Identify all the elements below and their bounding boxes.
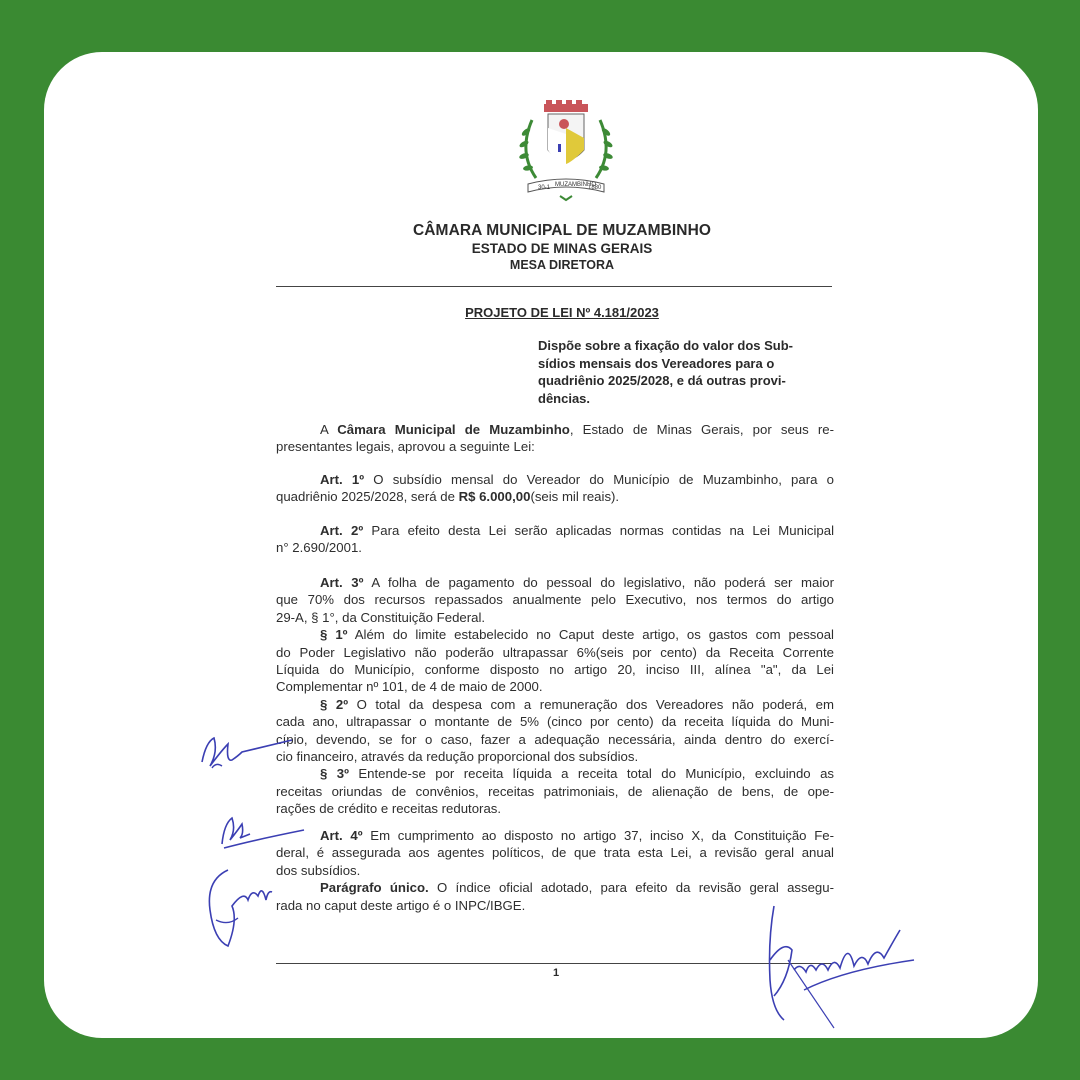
ementa-line: dências. bbox=[538, 390, 591, 406]
preamble bbox=[276, 421, 834, 456]
scanned-document bbox=[44, 52, 1038, 1038]
initials-signature-3 bbox=[198, 860, 288, 960]
crest-name: MUZAMBINHO bbox=[555, 182, 596, 188]
initials-signature-1 bbox=[192, 722, 302, 782]
article-line: deral, é assegurada aos agentes políticos, de que trata esta Lei, a revisão geral anual bbox=[276, 845, 834, 861]
board-name: MESA DIRETORA bbox=[509, 258, 615, 272]
paragraph-line: rações de crédito e receitas redutoras. bbox=[276, 801, 502, 817]
preamble-line: presentantes legais, aprovou a seguinte Lei: bbox=[276, 439, 535, 455]
initials-signature-2 bbox=[214, 804, 314, 864]
paragraph-line: § 3º Entende-se por receita líquida a receita total do Município, excluindo as bbox=[320, 766, 834, 782]
ementa-line: sídios mensais dos Vereadores para o bbox=[538, 355, 775, 371]
paragraph-line: § 1º Além do limite estabelecido no Caput deste artigo, os gastos com pessoal bbox=[320, 627, 834, 643]
article-line: Art. 3º A folha de pagamento do pessoal do legislativo, não poderá ser maior bbox=[320, 575, 834, 590]
paragraph-line: cípio, devendo, se for o caso, fazer a adequação necessária, ainda dentro do exercí- bbox=[276, 731, 834, 747]
article-line: Art. 1º O subsídio mensal do Vereador do Município de Muzambinho, para o bbox=[320, 472, 834, 487]
article-line: Art. 4º Em cumprimento ao disposto no artigo 37, inciso X, da Constituição Fe- bbox=[320, 828, 834, 843]
sole-paragraph-line: rada no caput deste artigo é o INPC/IBGE. bbox=[276, 897, 526, 913]
project-title: PROJETO DE LEI Nº 4.181/2023 bbox=[465, 305, 659, 320]
article-line: que 70% dos recursos repassados anualmente pelo Executivo, nos termos do artigo bbox=[276, 592, 834, 608]
ementa-line: Dispõe sobre a fixação do valor dos Sub- bbox=[538, 338, 794, 353]
state-name: ESTADO DE MINAS GERAIS bbox=[471, 241, 653, 256]
article-line: quadriênio 2025/2028, será de R$ 6.000,00(seis mil reais). bbox=[276, 489, 620, 505]
municipal-crest bbox=[510, 100, 622, 208]
paragraph-line: cada ano, ultrapassar o montante de 5% (cinco por cento) da receita líquida do Muni- bbox=[276, 714, 834, 730]
article-2 bbox=[276, 522, 834, 557]
article-line: dos subsídios. bbox=[276, 862, 361, 878]
page-number: 1 bbox=[553, 967, 560, 979]
ementa-line: quadriênio 2025/2028, e dá outras provi- bbox=[538, 373, 786, 388]
paragraph-line: receitas oriundas de convênios, receitas patrimoniais, de alienação de bens, de ope- bbox=[276, 783, 834, 799]
chamber-title: CÂMARA MUNICIPAL DE MUZAMBINHO bbox=[412, 222, 712, 239]
article-1 bbox=[276, 471, 834, 506]
sole-paragraph-line: Parágrafo único. O índice oficial adotado, para efeito da revisão geral assegu- bbox=[320, 880, 834, 896]
article-line: 29-A, § 1°, da Constituição Federal. bbox=[276, 609, 486, 625]
preamble-line: A Câmara Municipal de Muzambinho, Estado de Minas Gerais, por seus re- bbox=[320, 422, 834, 437]
crest-motto-right: 1880 bbox=[588, 185, 602, 191]
paragraph-line: Complementar nº 101, de 4 de maio de 2000. bbox=[276, 679, 543, 695]
article-line: Art. 2º Para efeito desta Lei serão aplicadas normas contidas na Lei Municipal bbox=[320, 523, 834, 538]
paragraph-line: cio financeiro, através da redução proporcional dos subsídios. bbox=[276, 749, 639, 765]
header-divider bbox=[276, 286, 832, 287]
paragraph-line: § 2º O total da despesa com a remuneração dos Vereadores não poderá, em bbox=[320, 696, 834, 712]
main-signature bbox=[744, 900, 924, 1030]
article-line: n° 2.690/2001. bbox=[276, 540, 362, 556]
paragraph-line: do Poder Legislativo não poderão ultrapassar 6%(seis por cento) da Receita Corrente bbox=[276, 644, 834, 660]
crest-motto-left: 30-1 bbox=[538, 185, 551, 191]
document-card bbox=[44, 52, 1038, 1038]
paragraph-line: Líquida do Município, conforme disposto no artigo 20, inciso III, alínea "a", da Lei bbox=[276, 662, 834, 678]
article-3 bbox=[276, 574, 834, 818]
ementa-summary bbox=[538, 337, 834, 407]
